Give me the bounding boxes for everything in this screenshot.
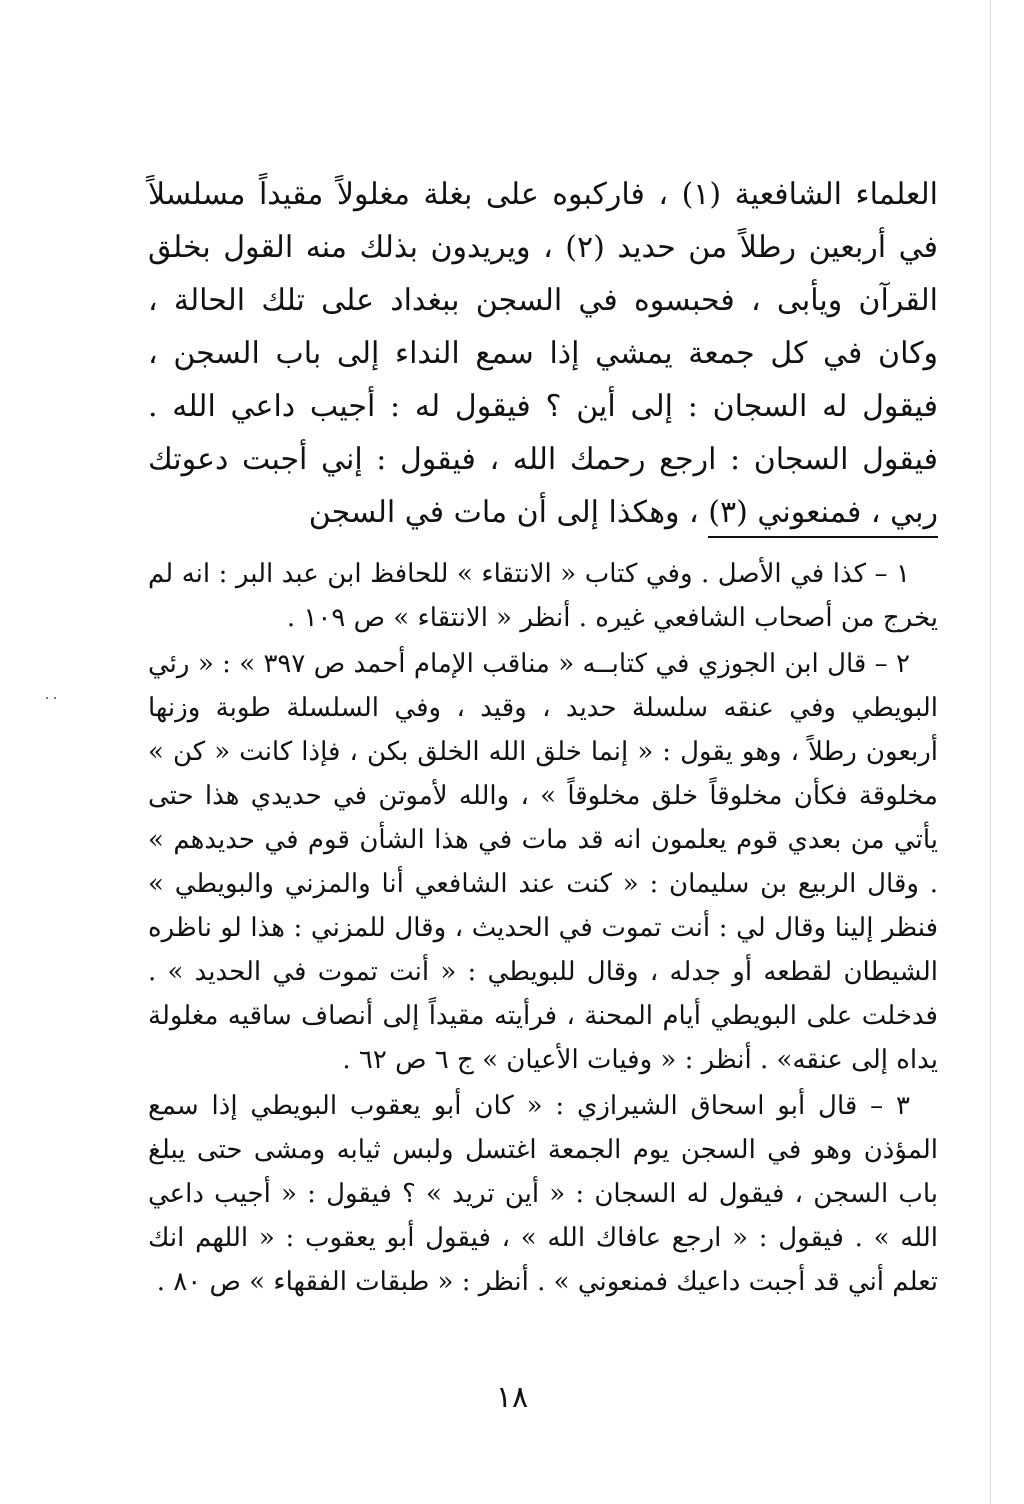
main-body-text	[148, 168, 938, 539]
footnotes-section	[148, 552, 938, 1306]
page-number: ١٨	[495, 1380, 529, 1415]
footnote-separator-rule	[708, 536, 938, 538]
margin-marks	[46, 684, 68, 696]
footnote-3: ٣ – قال أبو اسحاق الشيرازي : « كان أبو يعقوب البويطي إذا سمع المؤذن وهو في السجن يوم الجمعة اغتسل ولبس ثيابه ومشى حتى يبلغ باب السجن ، فيقول له السجان : « أين تريد » ؟ فيقول : « أجيب داعي الله » . فيقول : « ارجع عافاك الله » ، فيقول أبو يعقوب : « اللهم انك تعلم أني قد أجبت داعيك فمنعوني » . أنظر : « طبقات الفقهاء » ص ٨٠ .	[148, 1091, 938, 1297]
footnote-2: ٢ – قال ابن الجوزي في كتابــه « مناقب الإمام أحمد ص ٣٩٧ » : « رئي البويطي وفي عنقه سلسلة حديد ، وقيد ، وفي السلسلة طوبة وزنها أربعون رطلاً ، وهو يقول : « إنما خلق الله الخلق بكن ، فإذا كانت « كن » مخلوقة فكأن مخلوقاً خلق مخلوقاً » ، والله لأموتن في حديدي هذا حتى يأتي من بعدي قوم يعلمون انه قد مات في هذا الشأن قوم في حديدهم » . وقال الربيع بن سليمان : « كنت عند الشافعي أنا والمزني والبويطي » فنظر إلينا وقال لي : أنت تموت في الحديث ، وقال للمزني : هذا لو ناظره الشيطان لقطعه أو جدله ، وقال للبويطي : « أنت تموت في الحديد » . فدخلت على البويطي أيام المحنة ، فرأيته مقيداً إلى أنصاف ساقيه مغلولة يداه إلى عنقه» . أنظر : « وفيات الأعيان » ج ٦ ص ٦٢ .	[148, 649, 938, 1075]
body-paragraph: العلماء الشافعية (١) ، فاركبوه على بغلة مغلولاً مقيداً مسلسلاً في أربعين رطلاً من حديد (٢) ، ويريدون بذلك منه القول بخلق القرآن ويأبى ، فحبسوه في السجن ببغداد على تلك الحالة ، وكان في كل جمعة يمشي إذا سمع النداء إلى باب السجن ، فيقول له السجان : إلى أين ؟ فيقول له : أجيب داعي الله . فيقول السجان : ارجع رحمك الله ، فيقول : إني أجبت دعوتك ربي ، فمنعوني (٣) ، وهكذا إلى أن مات في السجن	[148, 177, 938, 530]
page-edge-line	[990, 0, 991, 1504]
footnote-1: ١ – كذا في الأصل . وفي كتاب « الانتقاء » للحافظ ابن عبد البر : انه لم يخرج من أصحاب الشافعي غيره . أنظر « الانتقاء » ص ١٠٩ .	[148, 559, 938, 633]
